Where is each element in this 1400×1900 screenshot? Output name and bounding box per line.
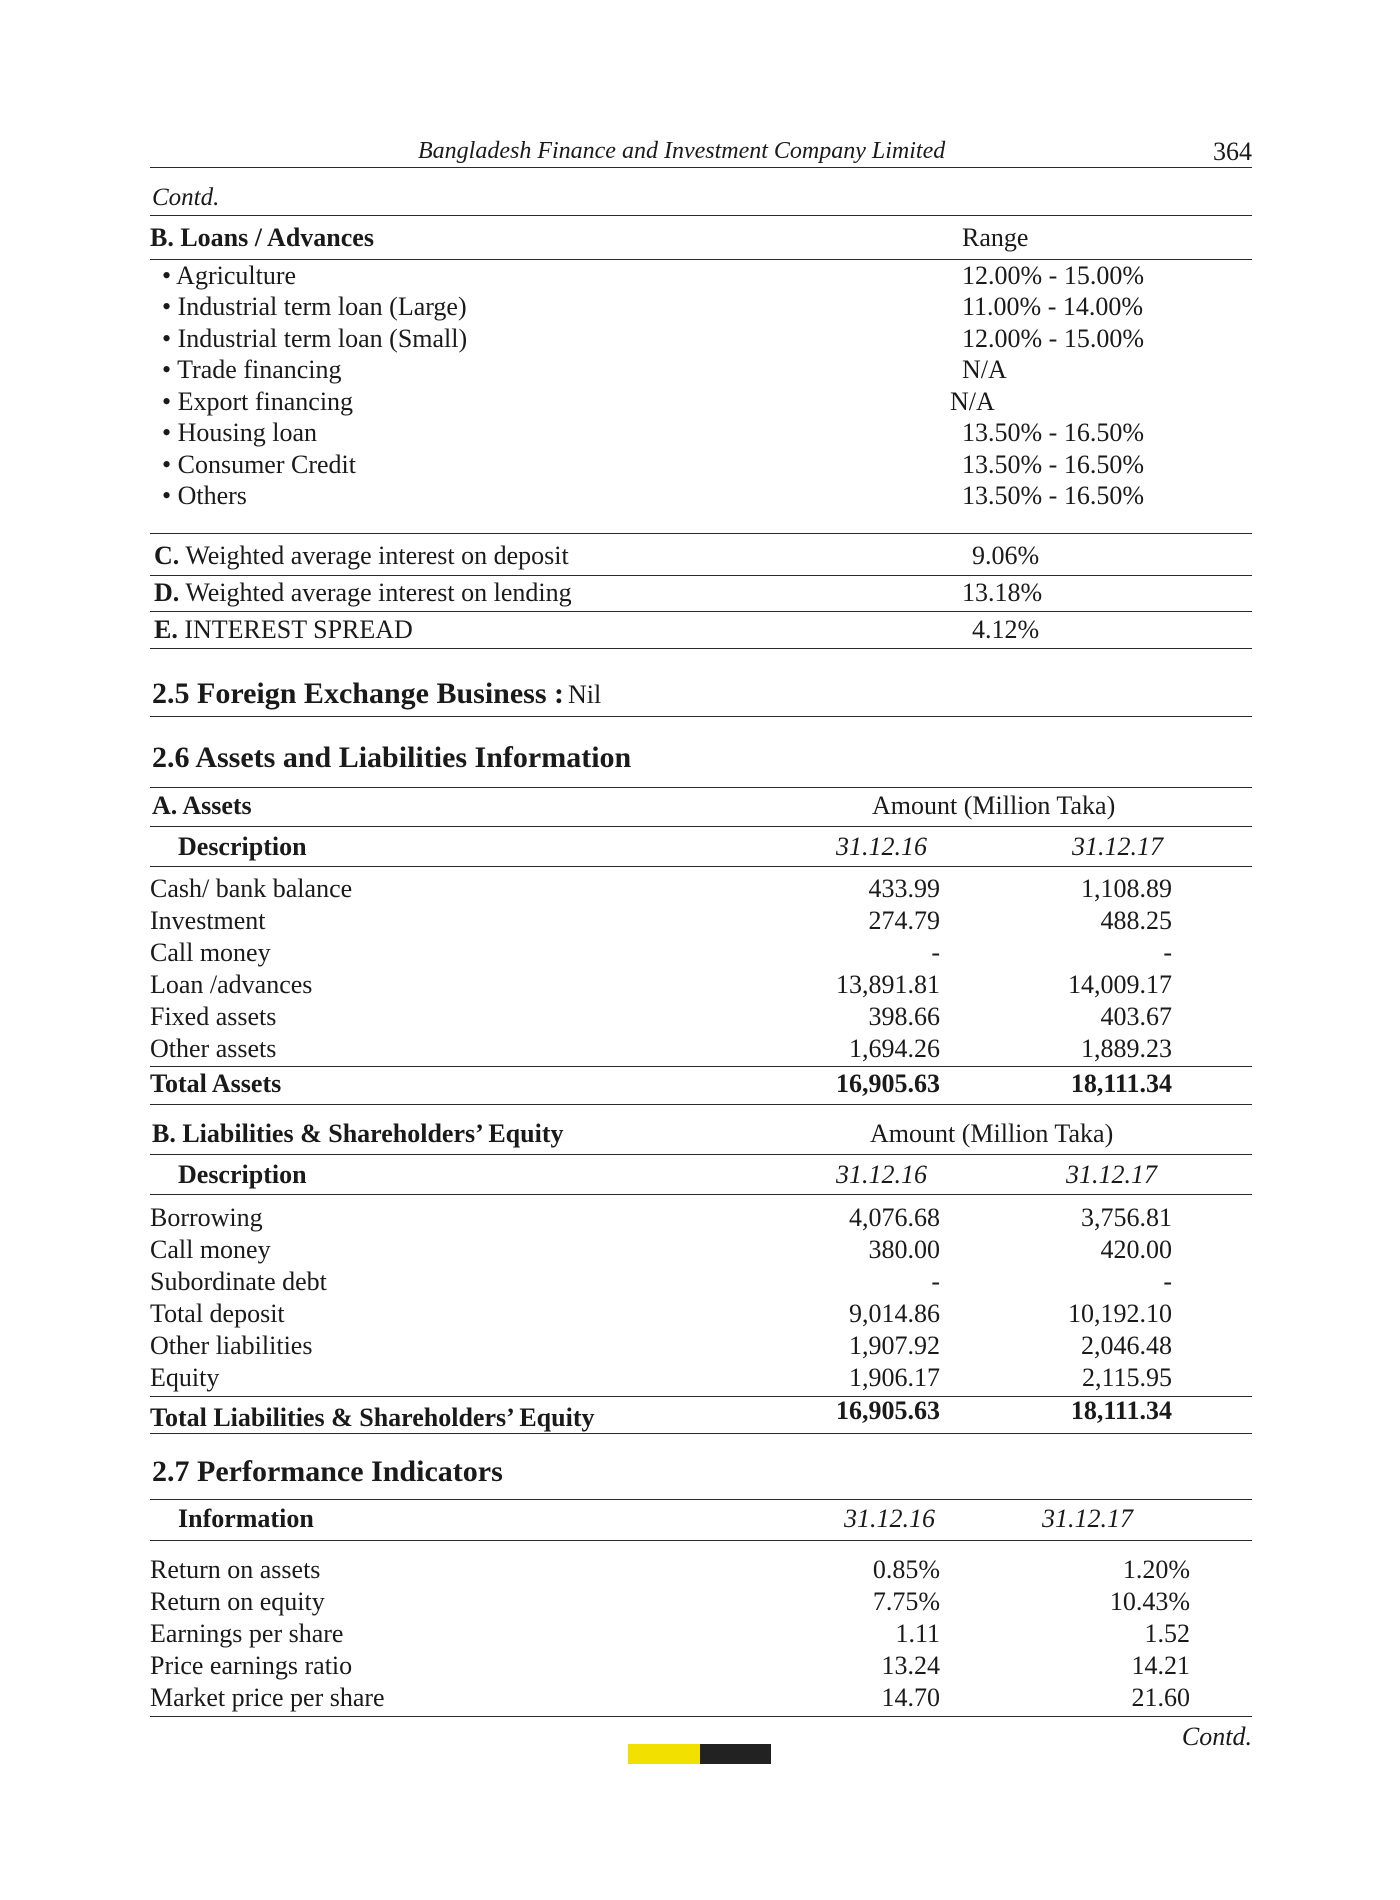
- rule: [150, 1104, 1252, 1105]
- rule: [150, 1066, 1252, 1067]
- row-value-2017: -: [1163, 1267, 1172, 1296]
- rate-value: 4.12%: [972, 615, 1040, 644]
- total-value-2017: 18,111.34: [1070, 1069, 1172, 1098]
- table-row: [150, 1002, 1252, 1034]
- rule: [150, 716, 1252, 717]
- row-value-2016: 1.11: [895, 1619, 940, 1648]
- assets-amount-label: Amount (Million Taka): [872, 791, 1116, 820]
- row-value-2017: 1,108.89: [1081, 874, 1172, 903]
- performance-col2-date: 31.12.17: [1042, 1504, 1133, 1533]
- row-label: Cash/ bank balance: [150, 874, 353, 903]
- fx-value: Nil: [568, 680, 602, 709]
- rule: [150, 648, 1252, 649]
- loan-item: [162, 355, 1252, 387]
- row-value-2016: 1,906.17: [849, 1363, 940, 1392]
- assets-col2-date: 31.12.17: [1072, 832, 1163, 861]
- assets-liabilities-heading: 2.6 Assets and Liabilities Information: [152, 741, 632, 774]
- rate-label: Weighted average interest on deposit: [185, 541, 569, 570]
- rate-label: INTEREST SPREAD: [184, 615, 413, 644]
- rule: [150, 1540, 1252, 1541]
- row-value-2017: 1,889.23: [1081, 1034, 1172, 1063]
- row-value-2017: 21.60: [1131, 1683, 1190, 1712]
- loan-item-range: 12.00% - 15.00%: [962, 261, 1144, 290]
- row-value-2016: 398.66: [868, 1002, 940, 1031]
- loan-item: [162, 261, 1252, 293]
- rule: [150, 1194, 1252, 1195]
- row-value-2016: 7.75%: [872, 1587, 940, 1616]
- rate-label: Weighted average interest on lending: [185, 578, 572, 607]
- performance-information-label: Information: [178, 1504, 314, 1533]
- row-label: Call money: [150, 1235, 271, 1264]
- loan-item-range: 12.00% - 15.00%: [962, 324, 1144, 353]
- loan-item-label: • Industrial term loan (Large): [162, 292, 467, 321]
- assets-col1-date: 31.12.16: [836, 832, 927, 861]
- row-value-2017: 2,046.48: [1081, 1331, 1172, 1360]
- table-row: [150, 938, 1252, 970]
- loan-item: [162, 450, 1252, 482]
- loan-item: [162, 324, 1252, 356]
- table-row: [150, 1651, 1252, 1683]
- loan-item-label: • Housing loan: [162, 418, 317, 447]
- table-row: [150, 1587, 1252, 1619]
- contd-label-top: Contd.: [152, 184, 220, 211]
- assets-heading: A. Assets: [152, 791, 252, 820]
- loan-item-range: 11.00% - 14.00%: [962, 292, 1144, 321]
- loans-heading: B. Loans / Advances: [150, 223, 374, 252]
- table-row: [150, 1555, 1252, 1587]
- rule: [150, 1716, 1252, 1717]
- rule: [150, 259, 1252, 260]
- row-label: Loan /advances: [150, 970, 313, 999]
- row-value-2017: 10.43%: [1109, 1587, 1190, 1616]
- rate-row-spread: [154, 615, 413, 645]
- row-label: Return on assets: [150, 1555, 321, 1584]
- total-label: Total Assets: [150, 1069, 282, 1098]
- table-row: [150, 970, 1252, 1002]
- row-value-2017: 10,192.10: [1068, 1299, 1172, 1328]
- performance-col1-date: 31.12.16: [844, 1504, 935, 1533]
- row-value-2017: 14,009.17: [1068, 970, 1172, 999]
- loan-item-range: N/A: [950, 387, 995, 416]
- row-value-2016: 1,694.26: [849, 1034, 940, 1063]
- loan-item: [162, 481, 1252, 513]
- row-label: Borrowing: [150, 1203, 263, 1232]
- loan-item: [162, 418, 1252, 450]
- total-label: Total Liabilities & Shareholders’ Equity: [150, 1403, 595, 1432]
- loan-item-range: 13.50% - 16.50%: [962, 481, 1144, 510]
- rate-letter: D.: [154, 578, 180, 607]
- loan-item-range: 13.50% - 16.50%: [962, 450, 1144, 479]
- liabilities-total-row: [150, 1396, 1252, 1432]
- row-value-2017: -: [1163, 938, 1172, 967]
- rate-row-lending: [154, 578, 572, 608]
- row-value-2016: -: [931, 938, 940, 967]
- fx-heading: 2.5 Foreign Exchange Business :: [152, 677, 564, 710]
- row-label: Price earnings ratio: [150, 1651, 353, 1680]
- row-value-2017: 3,756.81: [1081, 1203, 1172, 1232]
- row-value-2016: -: [931, 1267, 940, 1296]
- loan-item-label: • Others: [162, 481, 247, 510]
- table-row: [150, 1299, 1252, 1331]
- row-label: Fixed assets: [150, 1002, 277, 1031]
- color-bar-black: [700, 1744, 771, 1764]
- row-value-2017: 1.20%: [1122, 1555, 1190, 1584]
- table-row: [150, 1363, 1252, 1395]
- row-value-2016: 13,891.81: [836, 970, 940, 999]
- table-row: [150, 1267, 1252, 1299]
- loan-item-label: • Industrial term loan (Small): [162, 324, 468, 353]
- row-label: Equity: [150, 1363, 220, 1392]
- total-value-2016: 16,905.63: [836, 1069, 940, 1098]
- rule: [150, 1154, 1252, 1155]
- rule: [150, 575, 1252, 576]
- loan-item-label: • Export financing: [162, 387, 354, 416]
- row-value-2016: 0.85%: [872, 1555, 940, 1584]
- table-row: [150, 1235, 1252, 1267]
- table-row: [150, 1619, 1252, 1651]
- liabilities-col2-date: 31.12.17: [1066, 1160, 1157, 1189]
- total-value-2016: 16,905.63: [836, 1396, 940, 1425]
- row-value-2017: 420.00: [1100, 1235, 1172, 1264]
- assets-description-label: Description: [178, 832, 307, 861]
- row-value-2017: 1.52: [1144, 1619, 1190, 1648]
- row-label: Subordinate debt: [150, 1267, 327, 1296]
- rule: [150, 866, 1252, 867]
- range-label: Range: [962, 223, 1029, 252]
- rate-value: 13.18%: [962, 578, 1043, 607]
- row-label: Investment: [150, 906, 266, 935]
- row-value-2017: 403.67: [1100, 1002, 1172, 1031]
- total-value-2017: 18,111.34: [1070, 1396, 1172, 1425]
- row-label: Other liabilities: [150, 1331, 313, 1360]
- table-row: [150, 1203, 1252, 1235]
- liabilities-amount-label: Amount (Million Taka): [870, 1119, 1114, 1148]
- row-value-2016: 433.99: [868, 874, 940, 903]
- rate-row-deposit: [154, 541, 569, 571]
- table-row: [150, 1034, 1252, 1066]
- row-value-2016: 380.00: [868, 1235, 940, 1264]
- liabilities-description-label: Description: [178, 1160, 307, 1189]
- row-value-2016: 9,014.86: [849, 1299, 940, 1328]
- table-row: [150, 1683, 1252, 1715]
- header-rule: [150, 167, 1252, 168]
- contd-label-bottom: Contd.: [1181, 1722, 1252, 1751]
- row-label: Earnings per share: [150, 1619, 344, 1648]
- loan-item: [162, 292, 1252, 324]
- color-bar-yellow: [628, 1744, 700, 1764]
- table-row: [150, 906, 1252, 938]
- row-value-2017: 2,115.95: [1081, 1363, 1172, 1392]
- row-label: Return on equity: [150, 1587, 325, 1616]
- rate-value: 9.06%: [972, 541, 1040, 570]
- row-label: Market price per share: [150, 1683, 385, 1712]
- row-value-2016: 1,907.92: [849, 1331, 940, 1360]
- loan-item-label: • Consumer Credit: [162, 450, 356, 479]
- loan-item-range: 13.50% - 16.50%: [962, 418, 1144, 447]
- rule: [150, 787, 1252, 788]
- rate-letter: E.: [154, 615, 178, 644]
- loan-item-label: • Agriculture: [162, 261, 297, 290]
- loan-item-range: N/A: [962, 355, 1007, 384]
- rule: [150, 611, 1252, 612]
- rate-letter: C.: [154, 541, 180, 570]
- row-value-2016: 13.24: [881, 1651, 940, 1680]
- document-page: [150, 0, 1252, 1900]
- rule: [150, 215, 1252, 216]
- row-label: Total deposit: [150, 1299, 285, 1328]
- rule: [150, 533, 1252, 534]
- table-row: [150, 874, 1252, 906]
- row-value-2016: 274.79: [868, 906, 940, 935]
- performance-heading: 2.7 Performance Indicators: [152, 1455, 503, 1488]
- table-row: [150, 1331, 1252, 1363]
- assets-total-row: [150, 1069, 1252, 1101]
- loan-item-label: • Trade financing: [162, 355, 342, 384]
- liabilities-heading: B. Liabilities & Shareholders’ Equity: [152, 1119, 564, 1148]
- rule: [150, 826, 1252, 827]
- page-number: 364: [1213, 137, 1252, 166]
- row-value-2016: 14.70: [881, 1683, 940, 1712]
- row-value-2017: 14.21: [1131, 1651, 1190, 1680]
- document-header-title: Bangladesh Finance and Investment Company Limited: [418, 138, 946, 164]
- liabilities-col1-date: 31.12.16: [836, 1160, 927, 1189]
- row-label: Call money: [150, 938, 271, 967]
- row-value-2017: 488.25: [1100, 906, 1172, 935]
- rule: [150, 1433, 1252, 1434]
- row-label: Other assets: [150, 1034, 277, 1063]
- row-value-2016: 4,076.68: [849, 1203, 940, 1232]
- fx-section: [152, 677, 601, 711]
- rule: [150, 1499, 1252, 1500]
- loan-item: [162, 387, 1252, 419]
